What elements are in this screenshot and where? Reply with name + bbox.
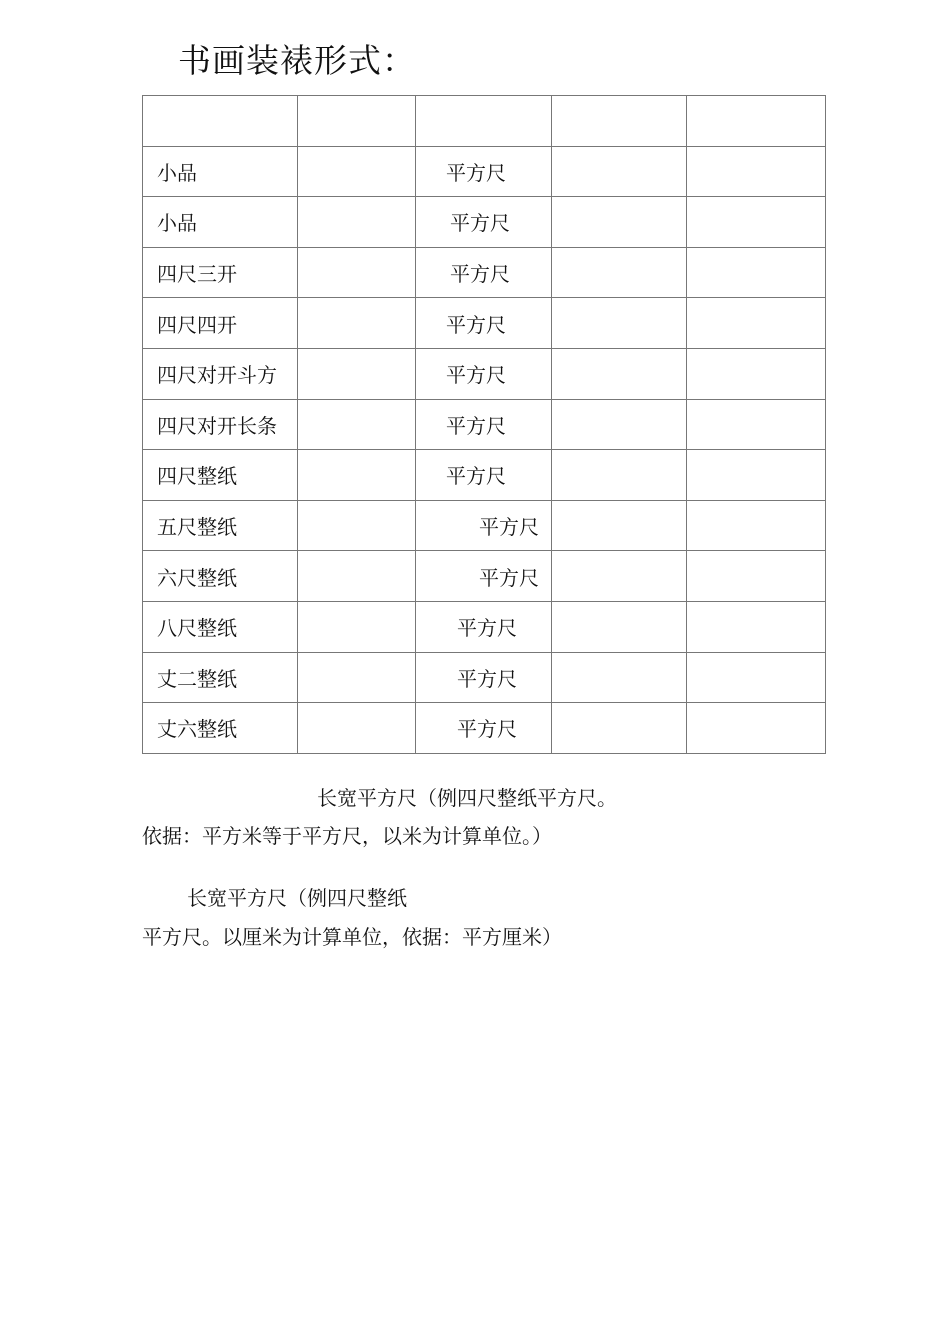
unit-cell: 平方尺	[416, 298, 552, 349]
format-name-cell: 小品	[143, 146, 298, 197]
unit-cell: 平方尺	[416, 500, 552, 551]
empty-cell	[687, 703, 826, 754]
format-name-cell: 五尺整纸	[143, 500, 298, 551]
unit-cell: 平方尺	[416, 703, 552, 754]
empty-cell	[687, 500, 826, 551]
empty-cell	[552, 551, 687, 602]
empty-cell	[298, 197, 416, 248]
empty-cell	[552, 652, 687, 703]
table-row	[143, 298, 826, 349]
unit-cell: 平方尺	[416, 348, 552, 399]
empty-cell	[298, 399, 416, 450]
empty-cell	[552, 601, 687, 652]
empty-cell	[687, 399, 826, 450]
mounting-size-table	[142, 95, 826, 754]
header-cell	[298, 96, 416, 147]
format-name-cell: 四尺整纸	[143, 450, 298, 501]
format-name-cell: 丈二整纸	[143, 652, 298, 703]
format-name-cell: 四尺对开斗方	[143, 348, 298, 399]
header-cell	[552, 96, 687, 147]
empty-cell	[298, 652, 416, 703]
unit-cell: 平方尺	[416, 247, 552, 298]
format-name-cell: 八尺整纸	[143, 601, 298, 652]
header-cell	[687, 96, 826, 147]
table-row	[143, 399, 826, 450]
empty-cell	[298, 298, 416, 349]
format-name-cell: 丈六整纸	[143, 703, 298, 754]
format-name-cell: 四尺对开长条	[143, 399, 298, 450]
empty-cell	[298, 146, 416, 197]
empty-cell	[298, 247, 416, 298]
empty-cell	[687, 450, 826, 501]
header-cell	[143, 96, 298, 147]
table-row	[143, 551, 826, 602]
empty-cell	[687, 348, 826, 399]
empty-cell	[687, 652, 826, 703]
document-title: 书画装裱形式：	[178, 41, 416, 80]
empty-cell	[552, 500, 687, 551]
empty-cell	[298, 450, 416, 501]
empty-cell	[552, 399, 687, 450]
empty-cell	[687, 146, 826, 197]
empty-cell	[552, 146, 687, 197]
empty-cell	[552, 298, 687, 349]
empty-cell	[552, 450, 687, 501]
unit-cell: 平方尺	[416, 197, 552, 248]
empty-cell	[298, 551, 416, 602]
empty-cell	[552, 348, 687, 399]
format-name-cell: 四尺三开	[143, 247, 298, 298]
empty-cell	[298, 348, 416, 399]
empty-cell	[687, 247, 826, 298]
table-row	[143, 500, 826, 551]
table-row	[143, 146, 826, 197]
unit-cell: 平方尺	[416, 399, 552, 450]
empty-cell	[298, 601, 416, 652]
table-row	[143, 652, 826, 703]
empty-cell	[552, 703, 687, 754]
note-line-1: 长宽平方尺（例四尺整纸平方尺。	[317, 786, 617, 810]
unit-cell: 平方尺	[416, 146, 552, 197]
unit-cell: 平方尺	[416, 551, 552, 602]
format-name-cell: 四尺四开	[143, 298, 298, 349]
empty-cell	[552, 247, 687, 298]
table-header-row	[143, 96, 826, 147]
note-line-2: 依据：平方米等于平方尺，以米为计算单位。）	[142, 824, 552, 848]
unit-cell: 平方尺	[416, 652, 552, 703]
empty-cell	[298, 703, 416, 754]
empty-cell	[687, 601, 826, 652]
empty-cell	[687, 197, 826, 248]
empty-cell	[687, 298, 826, 349]
empty-cell	[298, 500, 416, 551]
table-row	[143, 703, 826, 754]
note-line-4: 平方尺。以厘米为计算单位，依据：平方厘米）	[142, 925, 562, 949]
table-row	[143, 197, 826, 248]
empty-cell	[552, 197, 687, 248]
table-row	[143, 450, 826, 501]
table-row	[143, 601, 826, 652]
table-row	[143, 247, 826, 298]
empty-cell	[687, 551, 826, 602]
format-name-cell: 六尺整纸	[143, 551, 298, 602]
unit-cell: 平方尺	[416, 450, 552, 501]
note-line-3: 长宽平方尺（例四尺整纸	[187, 886, 407, 910]
table-row	[143, 348, 826, 399]
header-cell	[416, 96, 552, 147]
format-name-cell: 小品	[143, 197, 298, 248]
unit-cell: 平方尺	[416, 601, 552, 652]
